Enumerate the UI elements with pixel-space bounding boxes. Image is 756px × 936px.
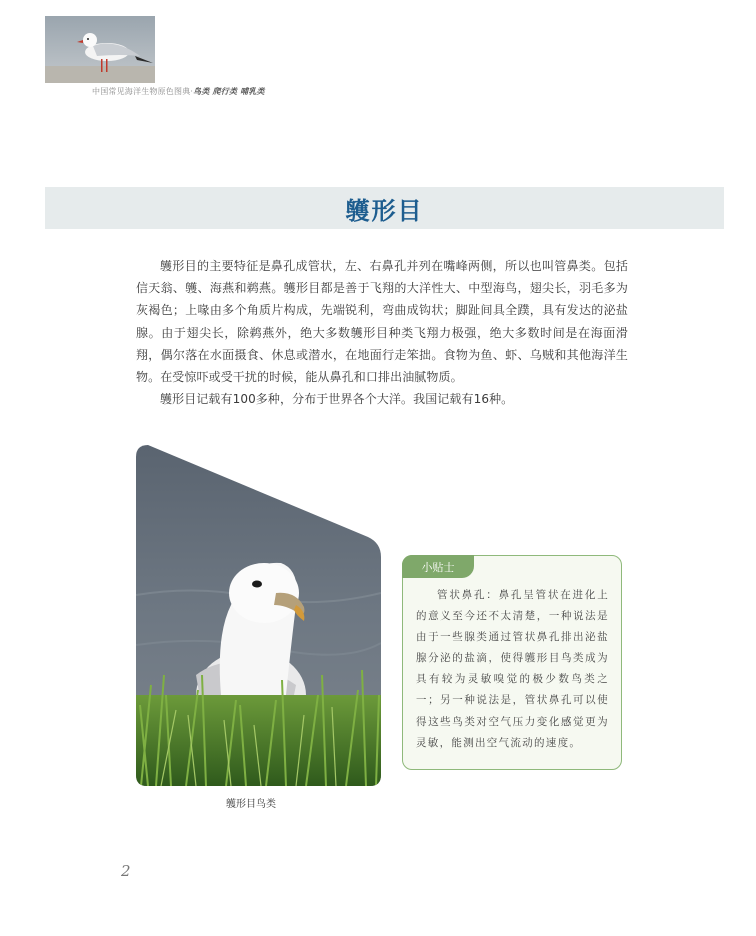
body-paragraph-1: 鹱形目的主要特征是鼻孔成管状，左、右鼻孔并列在嘴峰两侧，所以也叫管鼻类。包括信天翁、鹱、海燕和鹈燕。鹱形目都是善于飞翔的大洋性大、中型海鸟，翅尖长，羽毛多为灰褐色；上喙由多个角质片构成，先端锐利，弯曲成钩状；脚趾间具全蹼，具有发达的泌盐腺。由于翅尖长，除鹈燕外，绝大多数鹱形目种类飞翔力极强，绝大多数时间是在海面滑翔，偶尔落在水面摄食、休息或潜水，在地面行走笨拙。食物为鱼、虾、乌贼和其他海洋生物。在受惊吓或受干扰的时候，能从鼻孔和口排出油腻物质。 [136, 259, 628, 385]
tip-paragraph: 管状鼻孔：鼻孔呈管状在进化上的意义至今还不太清楚，一种说法是由于一些腺类通过管状鼻孔排出泌盐腺分泌的盐滴，使得鹱形目鸟类成为具有较为灵敏嗅觉的极少数鸟类之一；另一种说法是，管状鼻孔可以使得这些鸟类对空气压力变化感觉更为灵敏，能测出空气流动的速度。 [416, 589, 609, 749]
fulmar-photo [136, 445, 381, 786]
body-paragraph-2: 鹱形目记载有100多种，分布于世界各个大洋。我国记载有16种。 [160, 392, 514, 407]
header-caption-emphasis: 鸟类 爬行类 哺乳类 [193, 86, 265, 96]
header-gull-photo [45, 16, 155, 83]
section-title: 鹱形目 [345, 195, 424, 225]
body-text [136, 255, 628, 410]
header-caption [92, 86, 265, 97]
header-caption-prefix: 中国常见海洋生物原色图典· [92, 87, 194, 96]
tip-label: 小贴士 [402, 555, 474, 578]
section-title-band [45, 187, 724, 229]
figure-caption: 鹱形目鸟类 [226, 799, 276, 810]
tip-text [416, 585, 609, 754]
page-number: 2 [121, 862, 131, 880]
tip-box [402, 555, 622, 770]
